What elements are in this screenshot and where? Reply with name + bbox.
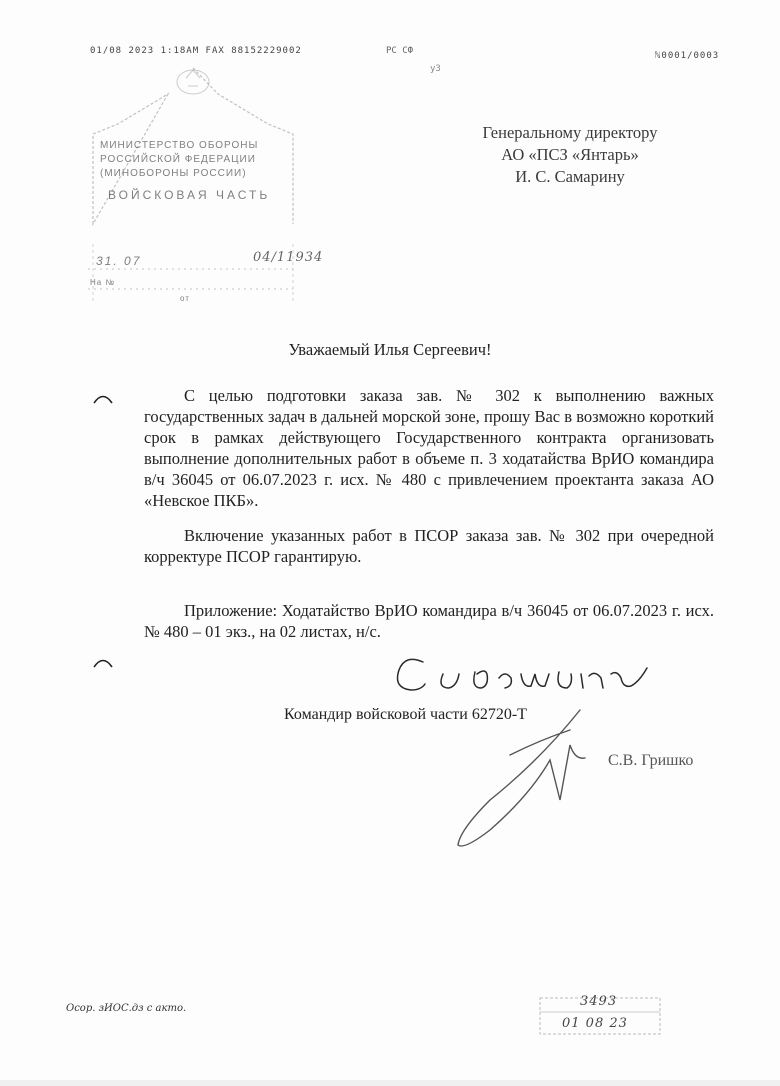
fax-header: 01/08 2023 1:18AM FAX 88152229002 (90, 46, 302, 56)
body-paragraph-1: С целью подготовки заказа зав. № 302 к выполнению важных государственных задач в дальней морской зоне, прошу Вас в возможно короткий срок в рамках действующего Государственного контракта организовать выполнение дополнительных работ в объеме п. 3 ходатайства ВрИО командира в/ч 36045 от 06.07.2023 г. исх. № 480 с привлечением проектанта заказа АО «Невское ПКБ». (144, 386, 714, 510)
stamp-outgoing-number: 04/11934 (253, 250, 324, 265)
stamp-line-4: ВОЙСКОВАЯ ЧАСТЬ (108, 188, 271, 202)
incoming-registration-stamp (538, 992, 688, 1040)
incoming-date: 01 08 23 (562, 1016, 628, 1031)
addressee-company: АО «ПСЗ «Янтарь» (501, 145, 639, 164)
handwritten-closing (385, 648, 665, 708)
fax-header-sub: уЗ (430, 64, 441, 74)
greeting: Уважаемый Илья Сергеевич! (288, 340, 492, 359)
stamp-line-1: МИНИСТЕРСТВО ОБОРОНЫ (100, 140, 259, 151)
signature-icon (450, 700, 620, 860)
fax-header-mid: РС СФ (386, 46, 414, 56)
letterhead-stamp (88, 64, 324, 314)
body-paragraph-2: Включение указанных работ в ПСОР заказа зав. № 302 при очередной корректуре ПСОР гарантирую. (144, 526, 714, 566)
punch-hole-mark-icon (92, 656, 114, 668)
stamp-date: 31. 07 (96, 254, 142, 268)
addressee-block (440, 122, 700, 188)
stamp-from-label: от (180, 294, 190, 303)
fax-page-counter: ℕ0001/0003 (655, 51, 720, 61)
signer-name: С.В. Гришко (608, 752, 694, 769)
addressee-name: И. С. Самарину (515, 167, 625, 186)
addressee-title: Генеральному директору (482, 123, 658, 142)
stamp-ref-label: На № (90, 278, 116, 287)
attachment-paragraph: Приложение: Ходатайство ВрИО командира в/ч 36045 от 06.07.2023 г. исх. № 480 – 01 экз., на 02 листах, н/с. (144, 601, 714, 641)
punch-hole-mark-icon (92, 392, 114, 404)
signatory-position: Командир войсковой части 62720-Т (284, 706, 527, 723)
stamp-line-2: РОССИЙСКОЙ ФЕДЕРАЦИИ (100, 154, 256, 165)
page-bottom-edge (0, 1080, 780, 1086)
footer-note: Осор. зИОС.дз с акто. (66, 1003, 187, 1014)
stamp-line-3: (МИНОБОРОНЫ РОССИИ) (100, 168, 247, 179)
incoming-number: 3493 (580, 994, 618, 1009)
